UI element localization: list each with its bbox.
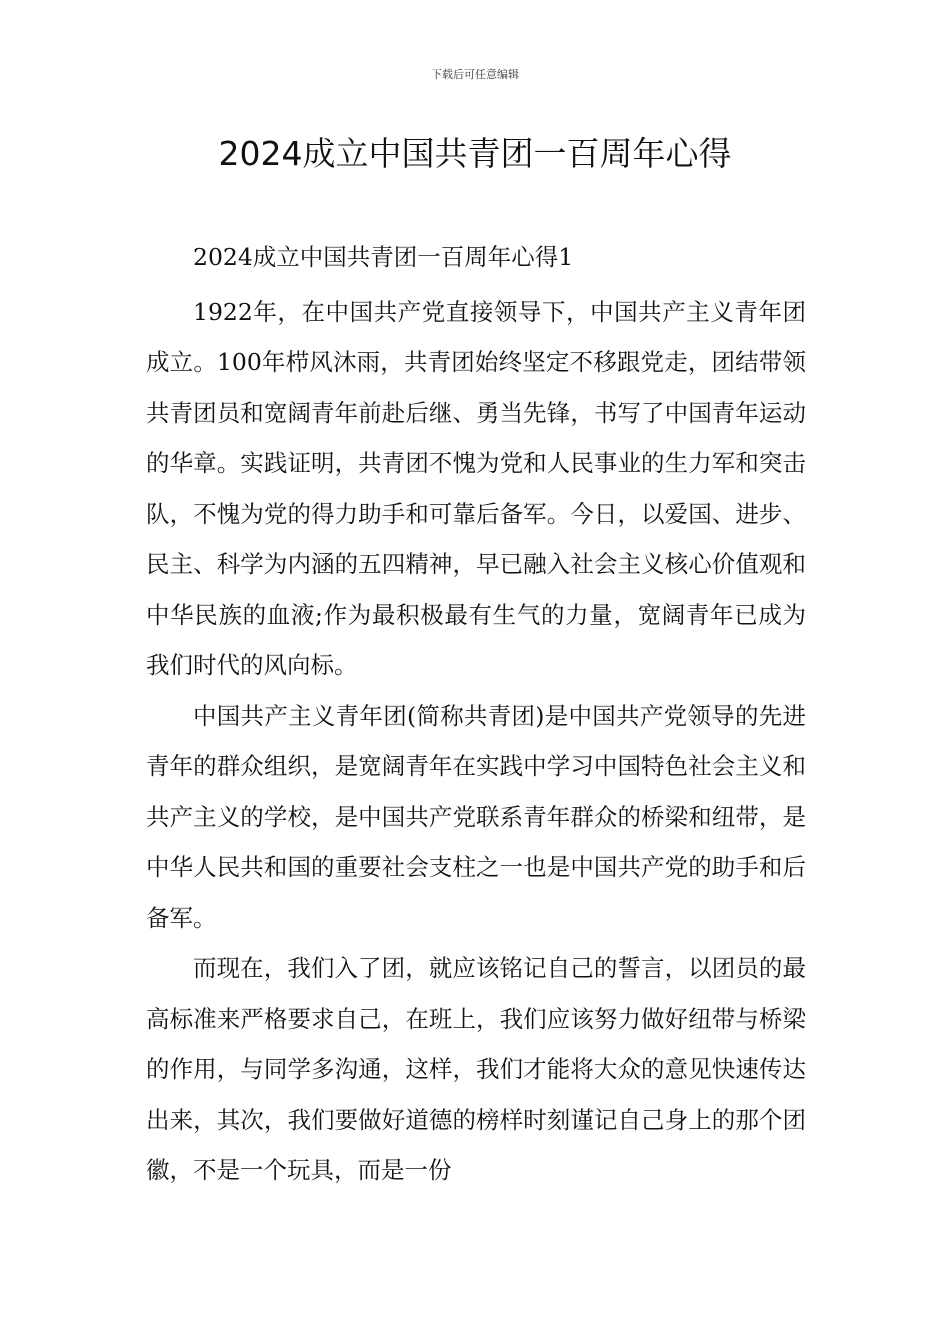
paragraph-1: 1922年，在中国共产党直接领导下，中国共产主义青年团成立。100年栉风沐雨，共青团始终坚定不移跟党走，团结带领共青团员和宽阔青年前赴后继、勇当先锋，书写了中国青年运动的华章。实践证明，共青团不愧为党和人民事业的生力军和突击队，不愧为党的得力助手和可靠后备军。今日，以爱国、进步、民主、科学为内涵的五四精神，早已融入社会主义核心价值观和中华民族的血液;作为最积极最有生气的力量，宽阔青年已成为我们时代的风向标。 [146, 297, 806, 679]
paragraph-3: 而现在，我们入了团，就应该铭记自己的誓言，以团员的最高标准来严格要求自己，在班上，我们应该努力做好纽带与桥梁的作用，与同学多沟通，这样，我们才能将大众的意见快速传达出来，其次，我们要做好道德的榜样时刻谨记自己身上的那个团徽，不是一个玩具，而是一份 [146, 954, 806, 1184]
page-title: 2024成立中国共青团一百周年心得 [218, 134, 732, 173]
section-subtitle: 2024成立中国共青团一百周年心得1 [193, 243, 574, 271]
header-note: 下载后可任意编辑 [431, 68, 519, 81]
document-body [146, 232, 806, 1196]
paragraph-2: 中国共产主义青年团(简称共青团)是中国共产党领导的先进青年的群众组织，是宽阔青年在实践中学习中国特色社会主义和共产主义的学校，是中国共产党联系青年群众的桥梁和纽带，是中华人民共和国的重要社会支柱之一也是中国共产党的助手和后备军。 [146, 701, 806, 932]
